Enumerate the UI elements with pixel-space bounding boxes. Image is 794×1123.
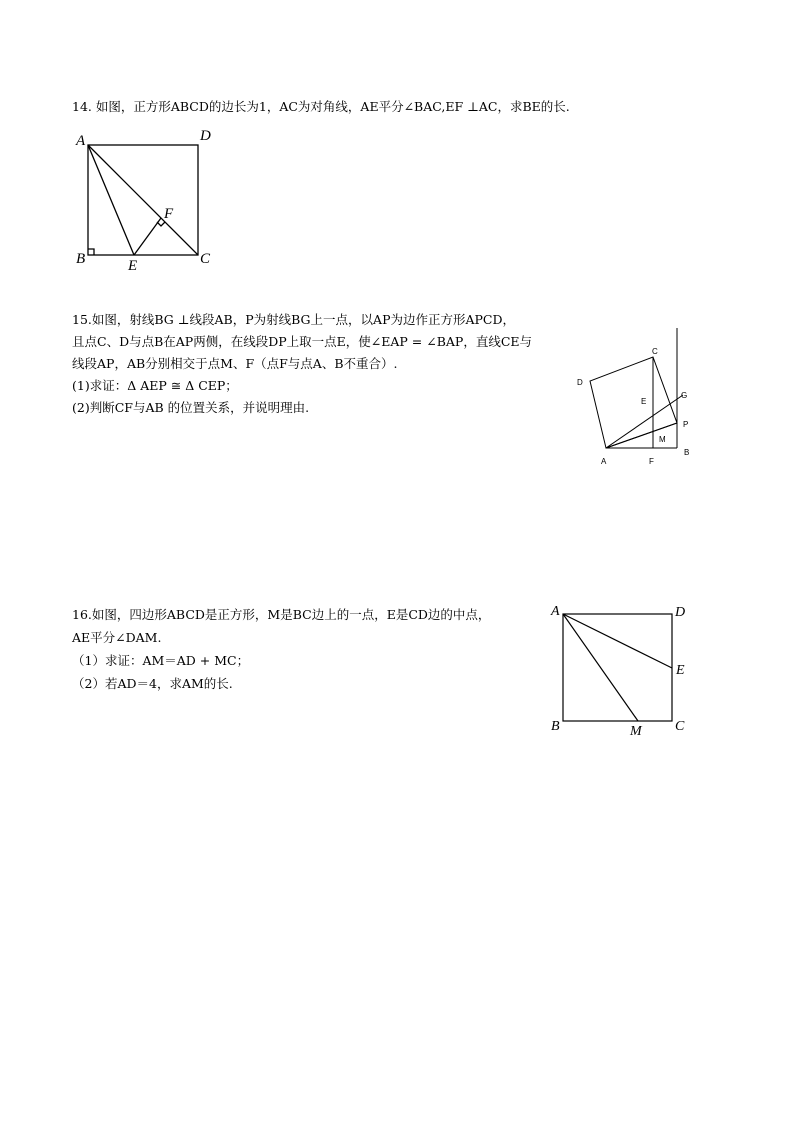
problem-15-line-4: (1)求证：Δ AEP ≅ Δ CEP； xyxy=(72,378,238,393)
label-15-D: D xyxy=(577,378,583,387)
figure-14-square-diagram xyxy=(70,125,230,275)
label-15-F: F xyxy=(649,457,654,466)
problem-15-line-1: 15.如图，射线BG ⊥线段AB，P为射线BG上一点，以AP为边作正方形APCD， xyxy=(72,312,516,327)
label-15-A: A xyxy=(601,457,607,466)
label-16-B: B xyxy=(551,719,560,734)
problem-15-line-5: (2)判断CF与AB 的位置关系，并说明理由. xyxy=(72,400,310,415)
problem-15-line-3: 线段AP，AB分别相交于点M、F（点F与点A、B不重合）. xyxy=(72,356,398,371)
label-14-E: E xyxy=(128,258,138,274)
label-15-G: G xyxy=(681,391,688,400)
figure-16-square-diagram xyxy=(545,598,695,738)
label-16-M: M xyxy=(630,724,642,739)
label-15-M: M xyxy=(659,435,666,444)
label-14-A: A xyxy=(76,133,86,149)
problem-14-text: 14. 如图，正方形ABCD的边长为1，AC为对角线，AE平分∠BAC,EF ⊥AC，求BE的长. xyxy=(72,99,570,114)
label-15-P: P xyxy=(683,420,689,429)
label-14-B: B xyxy=(76,251,86,267)
problem-15-line-2: 且点C、D与点B在AP两侧，在线段DP上取一点E，使∠EAP = ∠BAP，直线CE与 xyxy=(72,334,533,349)
problem-16-line-1: 16.如图，四边形ABCD是正方形，M是BC边上的一点，E是CD边的中点， xyxy=(72,607,491,622)
label-16-E: E xyxy=(676,663,685,678)
label-15-B: B xyxy=(684,448,690,457)
problem-16-line-2: AE平分∠DAM. xyxy=(72,630,162,645)
label-14-F: F xyxy=(164,206,174,222)
label-16-A: A xyxy=(551,604,560,619)
label-15-C: C xyxy=(652,347,658,356)
problem-16-line-3: （1）求证：AM＝AD + MC； xyxy=(72,653,250,668)
label-14-D: D xyxy=(200,128,211,144)
figure-15-square-diagram xyxy=(570,325,700,470)
label-14-C: C xyxy=(200,251,211,267)
label-15-E: E xyxy=(641,397,647,406)
label-16-C: C xyxy=(675,719,685,734)
label-16-D: D xyxy=(675,605,686,620)
problem-16-line-4: （2）若AD＝4，求AM的长. xyxy=(72,676,233,691)
